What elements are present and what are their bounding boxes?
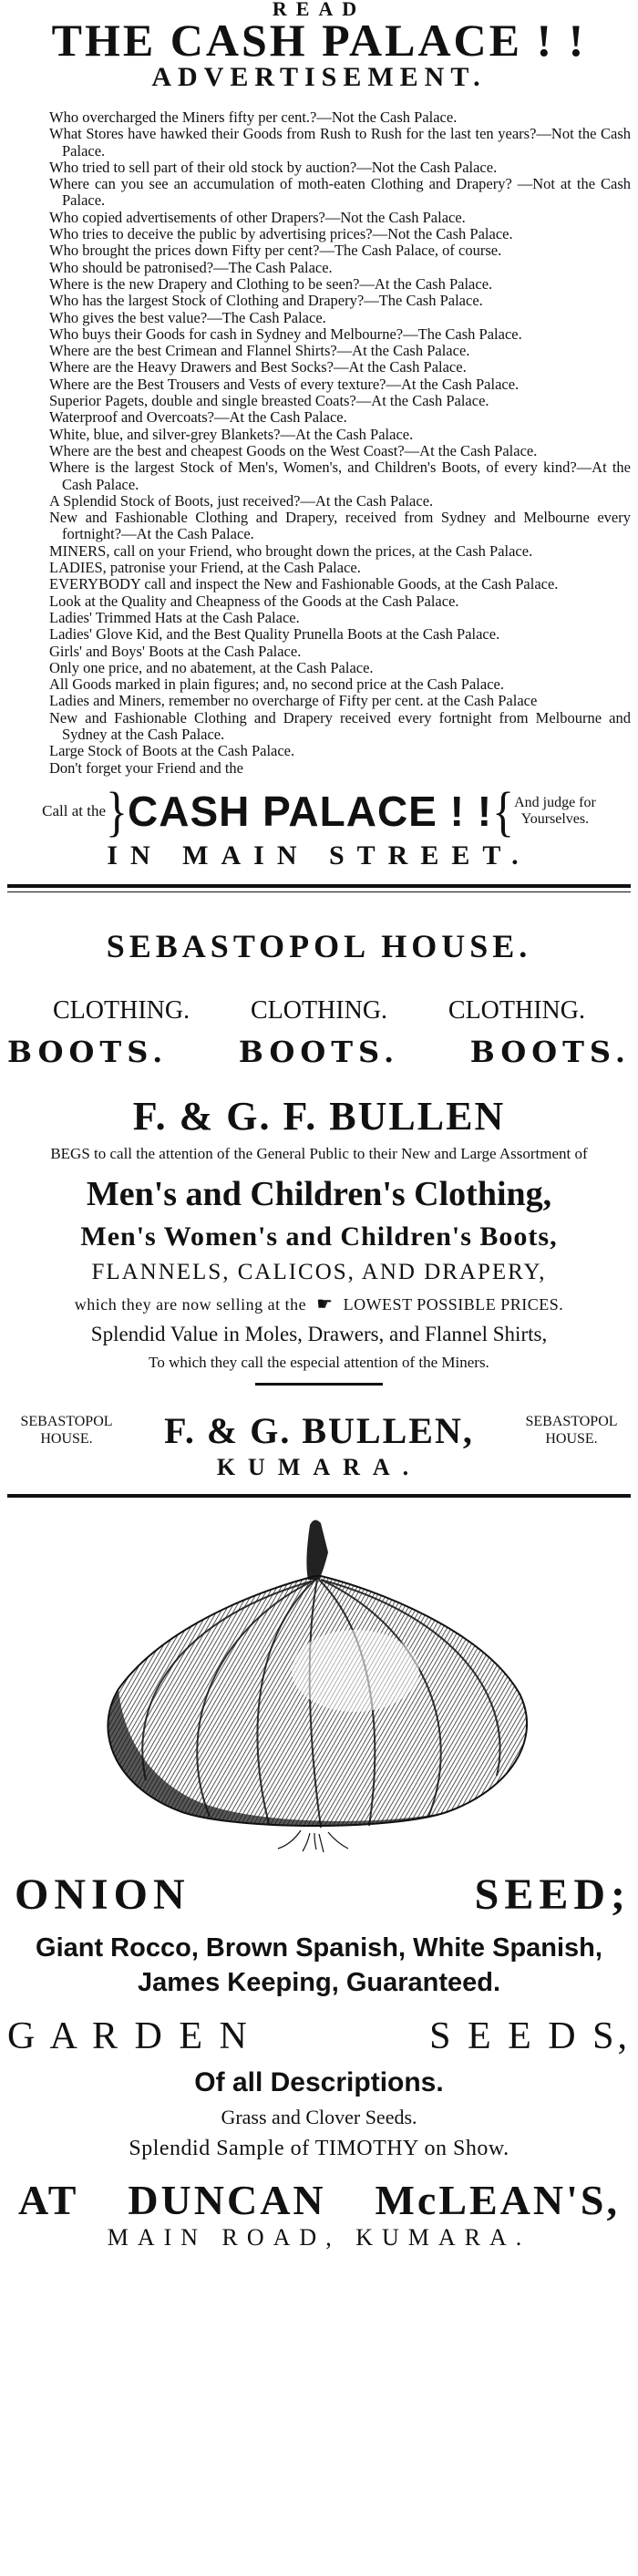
miners-attention-line: To which they call the especial attention of the Miners.: [149, 1353, 489, 1371]
section-divider-thin: [7, 891, 631, 892]
bullen-firm-name: F. & G. F. BULLEN: [132, 1093, 506, 1139]
clothing-row: [7, 996, 631, 1025]
seed-word: SEED;: [474, 1870, 631, 1919]
question-item: All Goods marked in plain figures; and, no second price at the Cash Palace.: [49, 675, 504, 694]
question-item: Don't forget your Friend and the: [49, 758, 244, 777]
sebastopol-house-left: [7, 1413, 126, 1448]
read-heading: READ: [272, 0, 366, 20]
garden-word: G A R D E N: [7, 2014, 251, 2057]
question-item: Girls' and Boys' Boots at the Cash Palace.: [49, 642, 302, 660]
boots-word: BOOTS.: [238, 1034, 400, 1069]
question-item: Who tries to deceive the public by advertising prices?—Not the Cash Palace.: [49, 225, 513, 243]
onion-varieties: [7, 1931, 631, 2000]
question-item: Where are the Heavy Drawers and Best Socks?—At the Cash Palace.: [49, 358, 467, 376]
question-item: Large Stock of Boots at the Cash Palace.: [49, 742, 295, 760]
advertisement-heading: ADVERTISEMENT.: [151, 62, 487, 92]
question-item: LADIES, patronise your Friend, at the Cash Palace.: [49, 559, 361, 577]
duncan-mclean-name: [7, 2176, 631, 2224]
left-brace: }: [106, 780, 129, 842]
short-divider: [255, 1383, 383, 1386]
boots-row: [7, 1035, 631, 1069]
all-descriptions: Of all Descriptions.: [194, 2066, 444, 2097]
grass-clover-seeds: Grass and Clover Seeds.: [221, 2105, 417, 2128]
call-at-cash-palace: [7, 780, 631, 842]
right-brace: {: [492, 780, 515, 842]
judge-line-1: And judge for: [514, 794, 596, 810]
side-left-line-1: SEBASTOPOL: [20, 1414, 113, 1430]
call-at-text: Call at the: [42, 801, 107, 819]
which-text: which they are now selling at the: [74, 1294, 307, 1314]
onion-word: ONION: [15, 1870, 190, 1919]
flannels-line: FLANNELS, CALICOS, AND DRAPERY,: [91, 1259, 547, 1284]
boots-word: BOOTS.: [469, 1034, 631, 1069]
begs-attention-text: BEGS to call the attention of the General Public to their New and Large Assortment of: [50, 1144, 588, 1162]
section-divider: [7, 884, 631, 888]
boots-line: Men's Women's and Children's Boots,: [80, 1221, 558, 1252]
lowest-prices-text: LOWEST POSSIBLE PRICES.: [343, 1294, 564, 1314]
question-item: Where are the best and cheapest Goods on the West Coast?—At the Cash Palace.: [49, 441, 538, 459]
pointing-hand-icon: ☛: [316, 1293, 334, 1314]
garden-seeds-heading: [7, 2014, 631, 2058]
lowest-prices-line: [7, 1293, 631, 1315]
sebastopol-house-heading: SEBASTOPOL HOUSE.: [106, 927, 532, 964]
sebastopol-house-advertisement: [7, 927, 631, 1481]
bullen-signature: F. & G. BULLEN,: [164, 1409, 474, 1451]
seeds-word: S E E D S,: [429, 2014, 631, 2057]
sebastopol-house-right: [512, 1413, 631, 1448]
clothing-word: CLOTHING.: [448, 995, 585, 1025]
question-item: New and Fashionable Clothing and Drapery received every fortnight from Melbourne and Sydney at the Cash Palace.: [49, 708, 631, 743]
question-item: Who overcharged the Miners fifty per cent.?—Not the Cash Palace.: [49, 108, 458, 126]
question-item: White, blue, and silver-grey Blankets?—At the Cash Palace.: [49, 425, 414, 443]
question-item: What Stores have hawked their Goods from Rush to Rush for the last ten years?—Not the Cash Palace.: [49, 125, 631, 160]
duncan-word: DUNCAN: [128, 2176, 326, 2223]
section-divider: [7, 1494, 631, 1498]
onion-illustration: [7, 1516, 631, 1853]
question-item: Who should be patronised?—The Cash Palace.: [49, 258, 333, 276]
question-item: MINERS, call on your Friend, who brought down the prices, at the Cash Palace.: [49, 541, 533, 560]
question-item: Who brought the prices down Fifty per cent?—The Cash Palace, of course.: [49, 242, 502, 260]
question-list: [49, 109, 631, 777]
question-item: Look at the Quality and Cheapness of the Goods at the Cash Palace.: [49, 592, 459, 610]
question-item: Waterproof and Overcoats?—At the Cash Palace.: [49, 408, 347, 427]
kumara-location: KUMARA.: [216, 1453, 422, 1480]
mclean-word: McLEAN'S,: [375, 2176, 620, 2223]
question-item: Ladies and Miners, remember no overcharge of Fifty per cent. at the Cash Palace: [49, 692, 538, 710]
timothy-line: Splendid Sample of TIMOTHY on Show.: [129, 2136, 509, 2160]
clothing-word: CLOTHING.: [53, 995, 190, 1025]
question-item: Where can you see an accumulation of moth-eaten Clothing and Drapery? —Not at the Cash Palace.: [49, 175, 631, 210]
bullen-signature-row: [7, 1409, 631, 1452]
varieties-line-2: James Keeping, Guaranteed.: [137, 1967, 501, 1997]
question-item: Where is the largest Stock of Men's, Women's, and Children's Boots, of every kind?—At the Cash Palace.: [49, 459, 631, 493]
side-left-line-2: HOUSE.: [40, 1431, 93, 1448]
question-item: Superior Pagets, double and single breasted Coats?—At the Cash Palace.: [49, 392, 489, 410]
question-item: Ladies' Glove Kid, and the Best Quality Prunella Boots at the Cash Palace.: [49, 625, 500, 644]
onion-seed-heading: [7, 1870, 631, 1920]
varieties-line-1: Giant Rocco, Brown Spanish, White Spanish,: [36, 1932, 602, 1963]
question-item: A Splendid Stock of Boots, just received?—At the Cash Palace.: [49, 491, 434, 510]
question-item: Where is the new Drapery and Clothing to be seen?—At the Cash Palace.: [49, 274, 493, 293]
duncan-mclean-advertisement: [7, 1516, 631, 2251]
question-item: New and Fashionable Clothing and Drapery, received from Sydney and Melbourne every fortnight?—At the Cash Palace.: [49, 509, 631, 543]
question-item: EVERYBODY call and inspect the New and Fashionable Goods, at the Cash Palace.: [49, 575, 559, 593]
at-word: AT: [18, 2176, 79, 2223]
onion-icon: [82, 1516, 556, 1853]
question-item: Who buys their Goods for cash in Sydney and Melbourne?—The Cash Palace.: [49, 325, 522, 343]
question-item: Who gives the best value?—The Cash Palace.: [49, 308, 326, 326]
boots-word: BOOTS.: [7, 1034, 169, 1069]
main-street-line: IN MAIN STREET.: [107, 840, 531, 871]
splendid-value-line: Splendid Value in Moles, Drawers, and Flannel Shirts,: [90, 1322, 548, 1345]
mens-childrens-clothing: Men's and Children's Clothing,: [86, 1174, 552, 1213]
clothing-word: CLOTHING.: [250, 995, 388, 1025]
cash-palace-name: CASH PALACE ! !: [128, 787, 493, 835]
question-item: Who has the largest Stock of Clothing and Drapery?—The Cash Palace.: [49, 292, 483, 310]
question-item: Who copied advertisements of other Drapers?—Not the Cash Palace.: [49, 208, 466, 226]
question-item: Who tried to sell part of their old stock by auction?—Not the Cash Palace.: [49, 158, 498, 176]
question-item: Only one price, and no abatement, at the Cash Palace.: [49, 658, 374, 676]
question-item: Where are the best Crimean and Flannel Shirts?—At the Cash Palace.: [49, 342, 470, 360]
side-right-line-2: HOUSE.: [545, 1431, 598, 1448]
cash-palace-title: THE CASH PALACE ! !: [51, 15, 587, 66]
question-item: Ladies' Trimmed Hats at the Cash Palace.: [49, 608, 300, 626]
main-road-kumara: MAIN ROAD, KUMARA.: [107, 2223, 531, 2251]
side-right-line-1: SEBASTOPOL: [525, 1414, 618, 1430]
judge-for-yourselves: [514, 795, 596, 828]
cash-palace-advertisement: [7, 0, 631, 871]
question-item: Where are the Best Trousers and Vests of every texture?—At the Cash Palace.: [49, 375, 520, 393]
judge-line-2: Yourselves.: [520, 810, 590, 827]
